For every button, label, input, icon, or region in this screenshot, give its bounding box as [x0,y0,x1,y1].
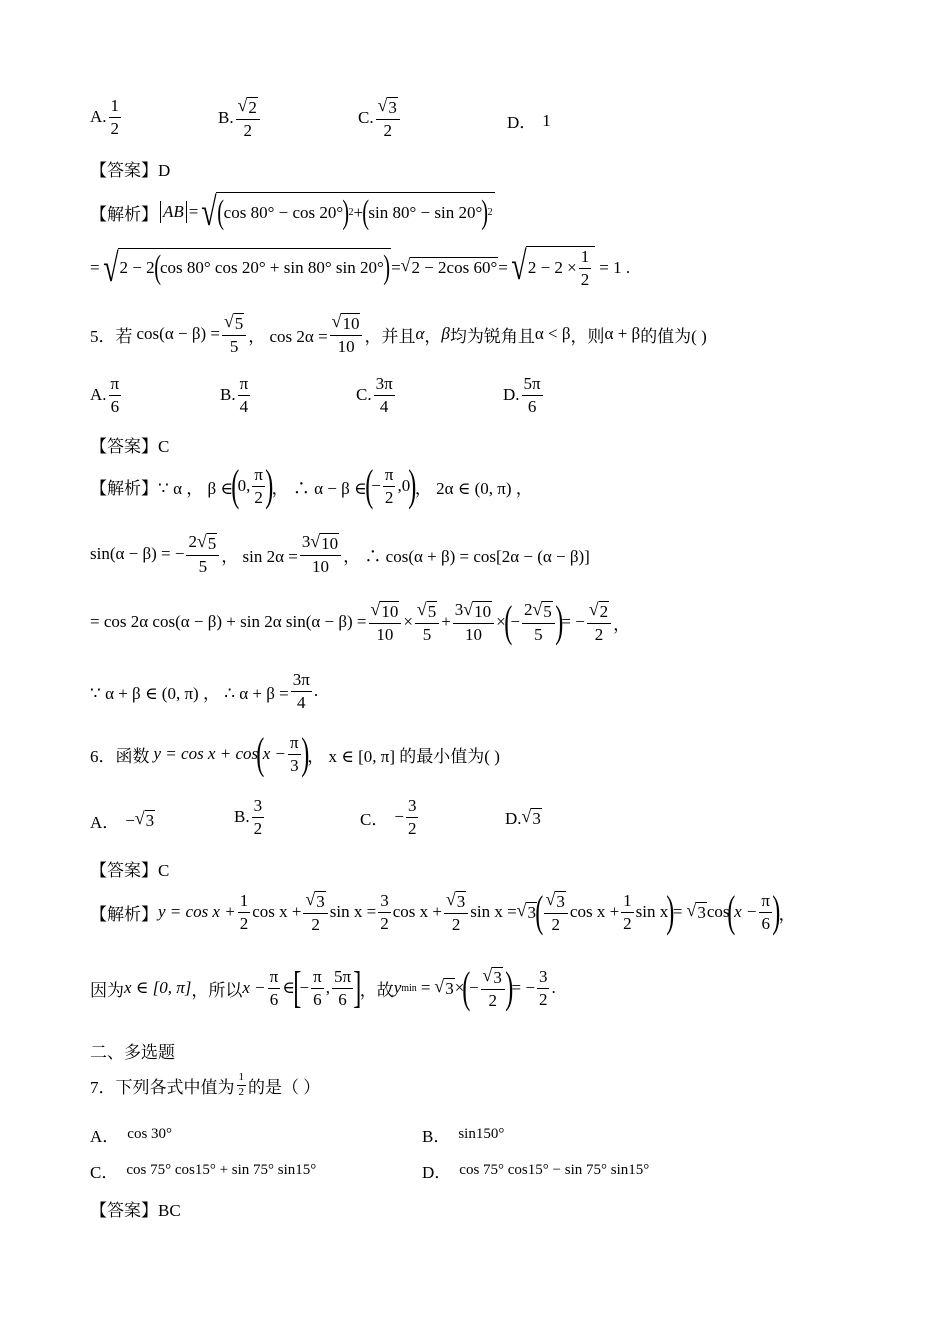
q4-option-c: C. √ 3 2 [358,96,402,140]
q5-analysis-line2: sin(α − β) = − 2 √ 5 5 ， sin 2α = 3 √ 10 10 ， ∴ cos(α + β) = cos[2α − (α − β)] [90,531,590,576]
section-heading-multiple-choice: 二、多选题 [90,1043,175,1062]
q4-option-a: A. $\frac{1}{2}$ [90,96,120,138]
q6-option-b: B. $\frac{3}{2}$ [234,796,263,838]
q5-analysis-line1: 【解析】 ∵ α ， β ∈ ( 0, $\frac{\pi}{2}$ ) ， ∴ α − β ∈ ( − $\frac{\pi}{2}$ ,0 ) ， 2α ∈ (0, π) ， [90,461,533,510]
q5-question: 5．若 cos(α − β) = √ 5 5 ， cos 2α = √ 10 10 ，并且 α ， β 均为锐角且 α < β ，则 α + β 的值为( ) [90,311,707,356]
q4-option-d: D． 1 [507,110,551,132]
q6-option-d: D. √ 3 [505,806,541,828]
q5-option-c: C. $\frac{3\pi}{4}$ [356,374,393,416]
q6-answer: 【答案】C [90,861,170,880]
q7-option-a: A． cos 30° [90,1126,173,1146]
q4-analysis-line2: = √ 2 − 2 ( cos 80° cos 20° + sin 80° sin 20° ) = √ 2 − 2cos 60° = √ 2 − 2 × $\frac{1}{2}$ = 1 . [90,243,631,290]
q4-option-b: B. √ 2 2 [218,96,262,140]
q5-answer: 【答案】C [90,437,170,456]
q5-option-d: D. $\frac{5\pi}{6}$ [503,374,541,416]
q6-option-c: C． − $\frac{3}{2}$ [360,796,417,838]
q7-option-d: D． cos 75° cos15° − sin 75° sin15° [422,1162,650,1182]
q4-answer: 【答案】D [90,161,171,180]
q7-option-c: C． cos 75° cos15° + sin 75° sin15° [90,1162,317,1182]
q6-analysis-line2: 因为 x ∈ [0, π] ，所以 x − $\frac{\pi}{6}$ ∈ [ − $\frac{\pi}{6}$ , $\frac{5\pi}{6}$ ] ，故 y min = √ 3 × ( − √ 3 2 ) = − $\frac{3}{2}$ . [90,963,556,1013]
q5-option-b: B. $\frac{\pi}{4}$ [220,374,249,416]
q7-question: 7．下列各式中值为 $\frac{1}{2}$ 的是（ ） [90,1071,321,1098]
q5-option-a: A. $\frac{\pi}{6}$ [90,374,120,416]
q6-question: 6．函数 y = cos x + cos ( x − $\frac{\pi}{3}$ ) ， x ∈ [0, π] 的最小值为( ) [90,729,500,778]
q5-analysis-line4: ∵ α + β ∈ (0, π) ， ∴ α + β = $\frac{3\pi}{4}$ . [90,670,319,712]
q6-option-a: A． − √ 3 [90,808,155,832]
q4-analysis-line1: 【解析】 AB = √ ( cos 80° − cos 20° ) 2 + ( sin 80° − sin 20° ) 2 [90,189,493,234]
q7-answer: 【答案】BC [90,1201,181,1220]
q7-option-b: B． sin150° [422,1126,505,1146]
q5-analysis-line3: = cos 2α cos(α − β) + sin 2α sin(α − β) = √ 10 10 × √ 5 5 + 3 √ 10 10 × ( − 2 √ 5 5 ) = − √ 2 2 ， [90,597,631,647]
q6-analysis-line1: 【解析】 y = cos x + $\frac{1}{2}$ cos x + √ 3 2 sin x = $\frac{3}{2}$ cos x + √ 3 2 sin x = √ 3 ( √ 3 2 cos x + $\frac{1}{2}$ sin x ) = √ 3 cos ( x − $\frac{\pi}{6}$ ) ， [90,887,796,937]
